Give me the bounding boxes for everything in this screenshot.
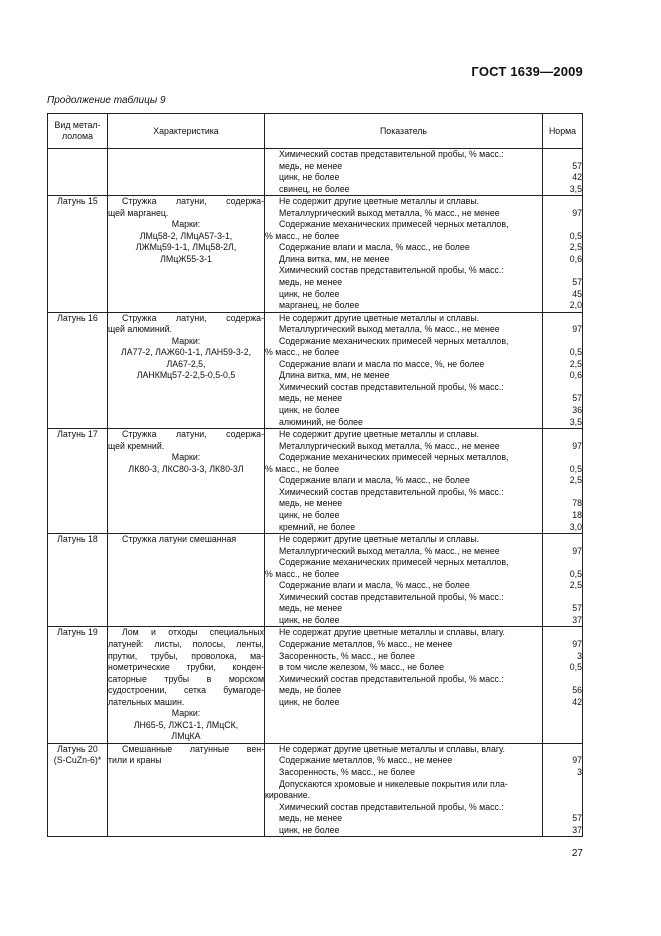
norm-value: 2,0	[569, 300, 582, 311]
norm-cell	[543, 534, 583, 627]
characteristic-cell	[108, 312, 265, 428]
scrap-type-label: Латунь 19	[57, 627, 98, 638]
characteristic-cell	[108, 196, 265, 312]
indicator-line: Допускаются хромовые и никелевые покрытия или пла-	[279, 778, 508, 789]
characteristic-line: щей алюминий.	[108, 324, 173, 335]
norm-value	[543, 534, 582, 546]
table-row	[48, 743, 583, 836]
norm-value: 37	[572, 824, 582, 835]
norm-value	[543, 592, 582, 604]
table-header-row	[48, 114, 583, 149]
norm-value: 36	[572, 405, 582, 416]
indicator-line: цинк, не более	[279, 288, 340, 299]
norm-value: 97	[572, 545, 582, 556]
header-scrap-type-line: Вид метал-	[54, 120, 101, 130]
norm-value	[543, 452, 582, 464]
characteristic-cell	[108, 149, 265, 196]
characteristic-line: ЛА77-2, ЛАЖ60-1-1, ЛАН59-3-2,	[120, 347, 252, 358]
norm-value: 56	[572, 685, 582, 696]
characteristic-line: нометрические трубки, конден-	[108, 662, 264, 673]
norm-cell	[543, 312, 583, 428]
scrap-type-label: Латунь 16	[57, 312, 98, 323]
indicator-line: цинк, не более	[279, 172, 340, 183]
norm-value	[543, 219, 582, 231]
characteristic-line: щей кремний.	[108, 440, 165, 451]
norm-value: 2,5	[569, 242, 582, 253]
header-indicator-label: Показатель	[379, 125, 428, 136]
norm-value	[543, 779, 582, 791]
indicator-line: Не содержат другие цветные металлы и сплавы, влагу.	[279, 627, 506, 638]
indicator-line: % масс., не более	[265, 463, 340, 474]
characteristic-line: ЛК80-3, ЛКС80-3-3, ЛК80-3Л	[128, 463, 244, 474]
norm-value: 3	[577, 650, 582, 661]
indicator-line: Содержание влаги и масла, % масс., не более	[279, 475, 470, 486]
indicator-cell	[265, 149, 543, 196]
indicator-cell	[265, 743, 543, 836]
indicator-line: марганец, не более	[279, 300, 360, 311]
norm-value	[543, 336, 582, 348]
scrap-type-label: Латунь 18	[57, 534, 98, 545]
norm-value	[543, 382, 582, 394]
indicator-line: Содержание влаги и масла, % масс., не более	[279, 580, 470, 591]
characteristic-line: судостроении, сетка бумагоде-	[108, 685, 264, 696]
scrap-type-label: Латунь 17	[57, 429, 98, 440]
header-scrap-type-label	[55, 120, 101, 141]
scrap-type-cell	[48, 149, 108, 196]
scrap-type-cell	[48, 196, 108, 312]
characteristic-line: Стружка латуни смешанная	[122, 534, 237, 545]
norm-value	[543, 557, 582, 569]
indicator-line: Содержание металлов, % масс., не менее	[279, 638, 453, 649]
norm-value: 3	[577, 766, 582, 777]
norm-value: 0,5	[569, 347, 582, 358]
indicator-line: Химический состав представительной пробы, % масс.:	[279, 265, 504, 276]
indicator-line: цинк, не более	[279, 509, 340, 520]
table-row	[48, 534, 583, 627]
indicator-line: медь, не менее	[279, 160, 343, 171]
indicator-line: Не содержит другие цветные металлы и сплавы.	[279, 312, 480, 323]
document-title: ГОСТ 1639—2009	[471, 64, 583, 79]
table-row	[48, 196, 583, 312]
table-row	[48, 429, 583, 534]
indicator-line: Металлургический выход металла, % масс., не менее	[279, 324, 500, 335]
characteristic-line: Стружка латуни, содержа-	[122, 312, 264, 323]
norm-value: 3,0	[569, 521, 582, 532]
scrap-type-label: Латунь 20	[57, 743, 98, 754]
page-number: 27	[571, 848, 583, 859]
scrap-type-cell	[48, 743, 108, 836]
norm-cell	[543, 627, 583, 743]
norm-cell	[543, 196, 583, 312]
indicator-line: цинк, не более	[279, 614, 340, 625]
table-row	[48, 312, 583, 428]
characteristic-line: щей марганец.	[108, 207, 169, 218]
table-row	[48, 149, 583, 196]
indicator-line: Не содержит другие цветные металлы и сплавы.	[279, 196, 480, 207]
indicator-line: Содержание механических примесей черных металлов,	[279, 335, 509, 346]
scrap-type-cell	[48, 534, 108, 627]
norm-value: 97	[572, 440, 582, 451]
characteristic-line: ЛН65-5, ЛЖС1-1, ЛМцСК,	[133, 719, 239, 730]
norm-value: 45	[572, 288, 582, 299]
indicator-line: цинк, не более	[279, 696, 340, 707]
norm-value: 2,5	[569, 358, 582, 369]
indicator-line: медь, не менее	[279, 498, 343, 509]
indicator-cell	[265, 627, 543, 743]
characteristic-line: ЛМцКА	[171, 731, 201, 742]
indicator-line: Засоренность, % масс., не более	[279, 650, 416, 661]
norm-value	[543, 744, 582, 756]
norm-value: 2,5	[569, 580, 582, 591]
norm-value: 57	[572, 277, 582, 288]
characteristic-line: саторные трубы в морском	[108, 673, 264, 684]
norm-value: 78	[572, 498, 582, 509]
indicator-line: % масс., не более	[265, 347, 340, 358]
norm-value: 0,5	[569, 662, 582, 673]
indicator-cell	[265, 196, 543, 312]
characteristic-cell	[108, 534, 265, 627]
indicator-line: кремний, не более	[279, 521, 356, 532]
indicator-line: Химический состав представительной пробы, % масс.:	[279, 591, 504, 602]
indicator-line: Не содержат другие цветные металлы и сплавы, влагу.	[279, 743, 506, 754]
norm-value	[543, 265, 582, 277]
indicator-line: Содержание механических примесей черных металлов,	[279, 219, 509, 230]
indicator-line: цинк, не более	[279, 405, 340, 416]
characteristic-line: Марки:	[171, 452, 201, 463]
norm-value: 57	[572, 160, 582, 171]
characteristic-line: ЛА67-2,5,	[166, 358, 206, 369]
characteristic-line: Смешанные латунные вен-	[122, 743, 264, 754]
norm-value: 2,5	[569, 475, 582, 486]
norm-value: 3,5	[569, 183, 582, 194]
norm-value: 0,5	[569, 568, 582, 579]
indicator-line: медь, не менее	[279, 603, 343, 614]
scrap-type-cell	[48, 429, 108, 534]
indicator-line: кирование.	[265, 790, 311, 801]
indicator-line: медь, не менее	[279, 393, 343, 404]
characteristic-line: Марки:	[171, 708, 201, 719]
norm-value: 37	[572, 614, 582, 625]
indicator-line: Содержание механических примесей черных металлов,	[279, 452, 509, 463]
header-characteristic	[108, 114, 265, 149]
indicator-line: в том числе железом, % масс., не более	[279, 662, 445, 673]
header-characteristic-label: Характеристика	[153, 125, 219, 136]
norm-value: 0,6	[569, 370, 582, 381]
norm-value: 57	[572, 603, 582, 614]
indicator-line: Металлургический выход металла, % масс., не менее	[279, 207, 500, 218]
indicator-line: Длина витка, мм, не менее	[279, 253, 390, 264]
header-norm-label: Норма	[548, 125, 577, 136]
indicator-line: Содержание механических примесей черных металлов,	[279, 557, 509, 568]
indicator-line: свинец, не более	[279, 183, 350, 194]
characteristic-line: Лом и отходы специальных	[122, 627, 264, 638]
table-caption: Продолжение таблицы 9	[47, 95, 166, 106]
norm-cell	[543, 149, 583, 196]
norm-value: 57	[572, 813, 582, 824]
characteristic-line: прутки, трубы, проволока, ма-	[108, 650, 264, 661]
indicator-line: Содержание влаги и масла, % масс., не более	[279, 242, 470, 253]
header-scrap-type	[48, 114, 108, 149]
indicator-line: цинк, не более	[279, 824, 340, 835]
indicator-line: Не содержит другие цветные металлы и сплавы.	[279, 429, 480, 440]
scrap-type-cell	[48, 312, 108, 428]
norm-value	[543, 790, 582, 802]
indicator-line: медь, не менее	[279, 813, 343, 824]
indicator-line: Засоренность, % масс., не более	[279, 766, 416, 777]
norm-value: 0,5	[569, 230, 582, 241]
indicator-line: Химический состав представительной пробы, % масс.:	[279, 673, 504, 684]
norm-value	[543, 313, 582, 325]
indicator-line: Химический состав представительной пробы, % масс.:	[279, 486, 504, 497]
indicator-line: медь, не более	[279, 685, 342, 696]
norm-value: 3,5	[569, 416, 582, 427]
norm-value: 0,5	[569, 463, 582, 474]
characteristic-line: лательных машин.	[108, 696, 185, 707]
characteristic-line: ЛМц58-2, ЛМцА57-3-1,	[139, 230, 233, 241]
norm-value	[543, 487, 582, 499]
norm-value: 18	[572, 509, 582, 520]
indicator-line: медь, не менее	[279, 277, 343, 288]
norm-value	[543, 674, 582, 686]
norm-value: 97	[572, 755, 582, 766]
characteristic-line: латуней: листы, полосы, ленты,	[108, 638, 264, 649]
norm-value: 97	[572, 638, 582, 649]
indicator-line: Металлургический выход металла, % масс., не менее	[279, 545, 500, 556]
norm-value: 97	[572, 207, 582, 218]
characteristic-line: тили и краны	[108, 755, 162, 766]
table-row	[48, 627, 583, 743]
norm-value	[543, 627, 582, 639]
header-indicator	[265, 114, 543, 149]
indicator-line: Химический состав представительной пробы, % масс.:	[279, 149, 504, 159]
indicator-line: Химический состав представительной пробы, % масс.:	[279, 381, 504, 392]
indicator-line: Длина витка, мм, не менее	[279, 370, 390, 381]
characteristic-line: Стружка латуни, содержа-	[122, 196, 264, 207]
characteristic-cell	[108, 429, 265, 534]
header-scrap-type-line: лолома	[62, 131, 93, 141]
indicator-line: алюминий, не более	[279, 416, 363, 427]
indicator-cell	[265, 534, 543, 627]
characteristic-cell	[108, 627, 265, 743]
norm-cell	[543, 743, 583, 836]
characteristic-line: ЛЖМц59-1-1, ЛМц58-2Л,	[135, 242, 237, 253]
indicator-line: % масс., не более	[265, 568, 340, 579]
norm-value	[543, 149, 582, 161]
characteristic-line: Марки:	[171, 335, 201, 346]
norm-value: 42	[572, 172, 582, 183]
scrap-type-label: Латунь 15	[57, 196, 98, 207]
characteristic-line: Стружка латуни, содержа-	[122, 429, 264, 440]
indicator-line: Содержание влаги и масла по массе, %, не более	[279, 358, 485, 369]
indicator-cell	[265, 429, 543, 534]
indicator-cell	[265, 312, 543, 428]
norm-value: 42	[572, 696, 582, 707]
norm-value: 0,6	[569, 253, 582, 264]
indicator-line: Не содержит другие цветные металлы и сплавы.	[279, 534, 480, 545]
indicator-line: Содержание металлов, % масс., не менее	[279, 755, 453, 766]
header-norm	[543, 114, 583, 149]
indicator-line: % масс., не более	[265, 230, 340, 241]
norm-value: 57	[572, 393, 582, 404]
scrap-type-label: (S-CuZn-6)*	[53, 755, 102, 766]
norm-value: 97	[572, 324, 582, 335]
characteristic-line: Марки:	[171, 219, 201, 230]
materials-table	[47, 113, 583, 837]
indicator-line: Металлургический выход металла, % масс., не менее	[279, 440, 500, 451]
characteristic-line: ЛМцЖ55-3-1	[160, 253, 212, 264]
scrap-type-cell	[48, 627, 108, 743]
norm-value	[543, 196, 582, 208]
characteristic-line: ЛАНКМц57-2-2,5-0,5-0,5	[136, 370, 236, 381]
norm-value	[543, 802, 582, 814]
indicator-line: Химический состав представительной пробы, % масс.:	[279, 801, 504, 812]
norm-cell	[543, 429, 583, 534]
norm-value	[543, 429, 582, 441]
characteristic-cell	[108, 743, 265, 836]
